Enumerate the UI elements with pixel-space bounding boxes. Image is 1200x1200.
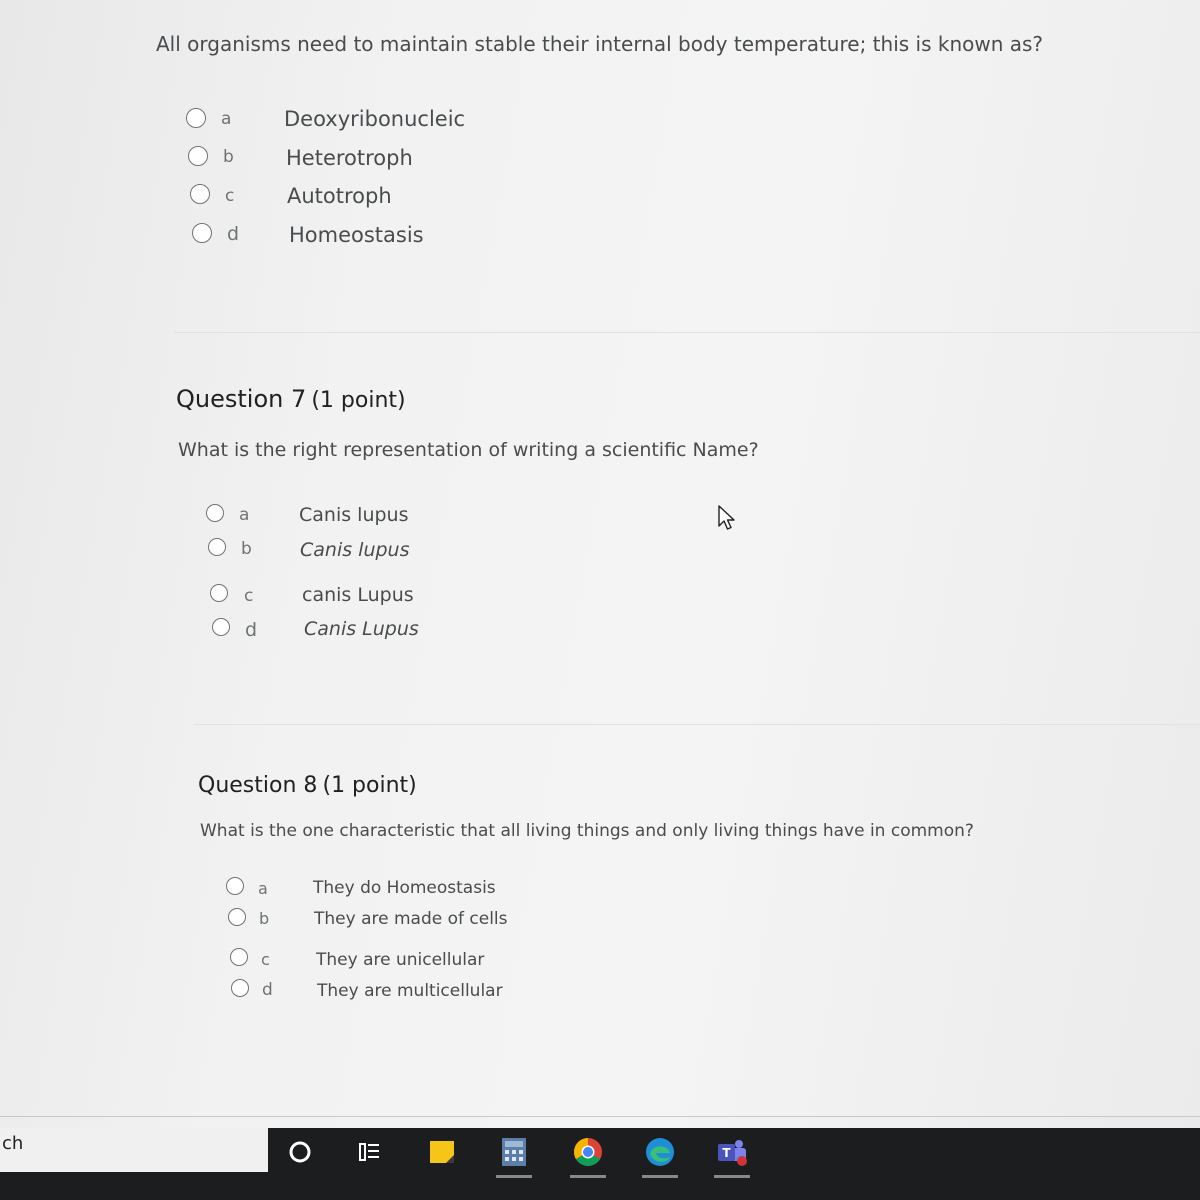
active-indicator [642,1175,678,1178]
radio-button[interactable] [230,948,248,966]
calculator-icon[interactable] [496,1134,532,1170]
teams-icon[interactable] [714,1134,750,1170]
radio-button[interactable] [231,979,249,997]
q7-option-c[interactable] [210,578,228,608]
radio-button[interactable] [186,108,206,128]
option-text: They are made of cells [314,909,508,929]
option-text: They do Homeostasis [313,878,496,898]
active-indicator [496,1175,532,1178]
radio-button[interactable] [210,584,228,602]
option-letter: c [225,186,235,206]
option-letter: b [241,539,252,559]
q8-option-b[interactable] [228,902,246,932]
mouse-cursor-icon [718,505,738,531]
q7-option-a[interactable] [206,498,224,528]
option-letter: d [227,223,240,245]
option-letter: c [261,950,270,969]
option-text: They are unicellular [316,950,485,970]
active-indicator [714,1175,750,1178]
q6-option-c[interactable] [190,179,210,209]
radio-button[interactable] [228,908,246,926]
option-letter: b [223,147,234,167]
question-6-text: All organisms need to maintain stable their internal body temperature; this is known as? [156,32,1044,56]
question-8-title: Question 8 [198,773,318,798]
q8-option-a[interactable] [226,871,244,901]
cortana-icon[interactable] [282,1134,318,1170]
radio-button[interactable] [208,538,226,556]
option-text: Heterotroph [286,146,413,170]
option-letter: d [245,619,258,641]
radio-button[interactable] [192,223,212,243]
q7-option-b[interactable] [208,532,226,562]
q6-option-a[interactable] [186,103,206,133]
chrome-icon[interactable] [570,1134,606,1170]
taskbar-search-box[interactable] [0,1128,268,1172]
question-8-points: (1 point) [322,773,417,798]
option-text: Homeostasis [289,223,424,247]
option-text: Autotroph [287,184,392,208]
edge-icon[interactable] [642,1134,678,1170]
question-7 [176,385,406,413]
question-8 [198,773,417,798]
svg-text:T: T [722,1146,731,1160]
task-view-icon[interactable] [352,1134,388,1170]
q8-option-c[interactable] [230,942,248,972]
option-letter: b [259,909,270,928]
question-7-title: Question 7 [176,385,307,413]
option-letter: c [244,586,254,606]
question-divider [194,724,1200,725]
option-letter: d [262,980,273,1000]
option-letter: a [221,109,232,129]
taskbar [0,1128,1200,1200]
question-divider [174,332,1200,333]
q6-option-b[interactable] [188,141,208,171]
option-text: Deoxyribonucleic [284,107,466,131]
active-indicator [570,1175,606,1178]
radio-button[interactable] [190,184,210,204]
option-text: Canis lupus [299,504,409,526]
radio-button[interactable] [206,504,224,522]
question-7-points: (1 point) [311,388,406,413]
question-divider [0,1116,1200,1117]
option-text: They are multicellular [317,981,503,1001]
question-7-text: What is the right representation of writing a scientific Name? [178,439,759,461]
search-text: ch [2,1133,24,1154]
option-letter: a [239,505,250,525]
option-letter: a [258,879,268,898]
q6-option-d[interactable] [192,218,212,248]
question-6 [156,32,1043,56]
option-text: canis Lupus [302,584,414,606]
option-text: Canis lupus [300,539,410,561]
question-8-text: What is the one characteristic that all living things and only living things have in common? [200,821,974,841]
radio-button[interactable] [212,618,230,636]
q7-option-d[interactable] [212,612,230,642]
radio-button[interactable] [226,877,244,895]
sticky-notes-icon[interactable] [424,1134,460,1170]
radio-button[interactable] [188,146,208,166]
option-text: Canis Lupus [304,618,419,640]
q8-option-d[interactable] [231,973,249,1003]
